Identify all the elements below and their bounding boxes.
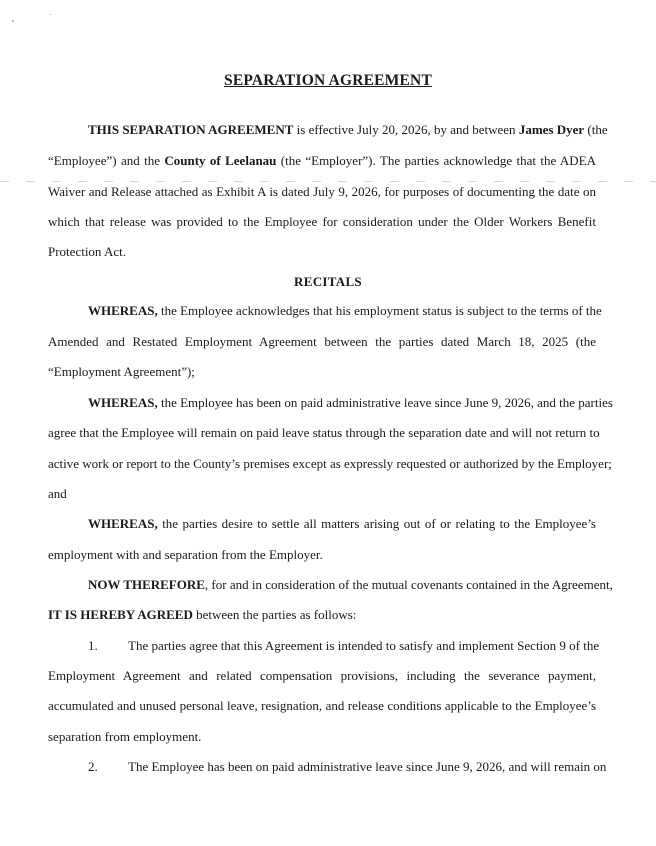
now-therefore-text: , for and in consideration of the mutual covenants contained in the Agreement,	[204, 577, 613, 592]
intro-line-3: Waiver and Release attached as Exhibit A is dated July 9, 2026, for purposes of documenting the date on	[48, 184, 596, 199]
whereas1-text: the Employee acknowledges that his employment status is subject to the terms of the	[157, 303, 602, 318]
scan-dash-artifact	[0, 181, 656, 182]
intro-line-4: which that release was provided to the Employee for consideration under the Older Workers Benefit	[48, 214, 596, 229]
recitals-heading: RECITALS	[294, 274, 362, 289]
now-therefore-bold: NOW THEREFORE	[88, 577, 205, 592]
whereas2-line-4: and	[48, 486, 67, 501]
item2-line-1: The Employee has been on paid administrative leave since June 9, 2026, and will remain on	[128, 759, 607, 774]
whereas1-line-1	[88, 303, 602, 319]
now-therefore-line-2	[48, 607, 596, 623]
item1-line-2: Employment Agreement and related compensation provisions, including the severance payment,	[48, 668, 596, 683]
whereas1-line-2: Amended and Restated Employment Agreement between the parties dated March 18, 2025 (the	[48, 334, 596, 349]
intro-bold-agreement: THIS SEPARATION AGREEMENT	[88, 122, 294, 137]
now-therefore-text: between the parties as follows:	[192, 607, 357, 622]
item1-line-3: accumulated and unused personal leave, resignation, and release conditions applicable to the Employee’s	[48, 698, 596, 713]
whereas3-line-1	[88, 516, 596, 532]
scan-speck	[12, 20, 14, 22]
whereas2-bold: WHEREAS,	[88, 395, 158, 410]
now-therefore-line-1	[88, 577, 613, 593]
whereas2-line-3: active work or report to the County’s premises except as expressly requested or authorized by the Employer;	[48, 456, 612, 471]
item2-number: 2.	[88, 759, 98, 774]
whereas3-text: the parties desire to settle all matters arising out of or relating to the Employee’s	[157, 516, 596, 531]
intro-bold-employer: County of Leelanau	[164, 153, 277, 168]
whereas2-line-2: agree that the Employee will remain on paid leave status through the separation date and will not return to	[48, 425, 600, 440]
hereby-agreed-bold: IT IS HEREBY AGREED	[48, 607, 193, 622]
scan-speck	[50, 14, 51, 15]
item1-number: 1.	[88, 638, 98, 653]
intro-line-5: Protection Act.	[48, 244, 126, 259]
intro-line-1	[88, 122, 608, 138]
intro-text: is effective July 20, 2026, by and between	[293, 122, 519, 137]
whereas2-line-1	[88, 395, 613, 411]
intro-line-2	[48, 153, 596, 169]
item1-line-4: separation from employment.	[48, 729, 202, 744]
whereas2-text: the Employee has been on paid administrative leave since June 9, 2026, and the parties	[157, 395, 613, 410]
whereas1-line-3: “Employment Agreement”);	[48, 364, 195, 379]
whereas3-line-2: employment with and separation from the Employer.	[48, 547, 323, 562]
whereas3-bold: WHEREAS,	[88, 516, 158, 531]
item1-line-1: The parties agree that this Agreement is intended to satisfy and implement Section 9 of the	[128, 638, 600, 653]
intro-text: (the	[584, 122, 608, 137]
intro-text: “Employee”) and the	[48, 153, 165, 168]
whereas1-bold: WHEREAS,	[88, 303, 158, 318]
document-title: SEPARATION AGREEMENT	[224, 72, 432, 89]
intro-bold-employee-name: James Dyer	[518, 122, 585, 137]
intro-text: (the “Employer”). The parties acknowledge that the ADEA	[276, 153, 596, 168]
